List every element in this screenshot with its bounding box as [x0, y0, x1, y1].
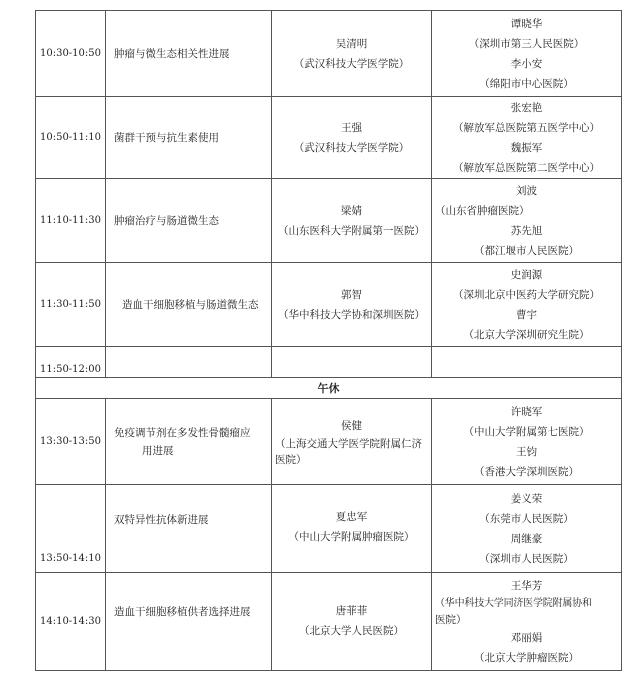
session-time-text: 13:50-14:10: [39, 553, 101, 564]
session-topic: [106, 263, 272, 347]
moderator-org: （都江堰市人民医院）: [474, 244, 579, 257]
session-time: [36, 485, 106, 573]
moderator-org: （深圳市人民医院）: [479, 552, 574, 565]
speaker-org: （中山大学附属肿瘤医院）: [288, 531, 415, 543]
moderator-org: 医院）: [435, 613, 467, 626]
speaker-name: 唐菲菲: [335, 605, 368, 617]
moderator-name: 曹宇: [516, 308, 537, 321]
session-time: 10:30-10:50: [36, 11, 106, 97]
empty-cell: [272, 347, 432, 378]
session-topic: [106, 573, 272, 671]
session-time: 14:10-14:30: [36, 573, 106, 671]
speaker-name: 侯健: [341, 419, 362, 432]
topic-line: 双特异性抗体新进展: [114, 514, 209, 526]
session-time: 10:50-11:10: [36, 97, 106, 179]
moderator-name: 姜义荣: [510, 492, 543, 505]
moderator-org: （北京大学肿瘤医院）: [474, 651, 579, 664]
table-row: [36, 399, 622, 485]
moderator-name: 苏先旭: [510, 224, 543, 237]
moderator-name: 谭晓华: [510, 17, 543, 30]
speaker-cell: [272, 263, 432, 347]
moderator-name: 张宏艳: [510, 101, 543, 114]
moderator-name: 史润源: [510, 268, 543, 281]
empty-cell: [432, 347, 622, 378]
topic-line: 肿瘤与微生态相关性进展: [114, 47, 230, 60]
speaker-cell: [272, 179, 432, 263]
session-time: 11:10-11:30: [36, 179, 106, 263]
moderator-org: （解放军总医院第五医学中心）: [453, 121, 600, 134]
table-row: [36, 179, 622, 263]
moderator-cell: [432, 97, 622, 179]
speaker-org: （武汉科技大学医学院）: [293, 57, 410, 70]
empty-cell: [106, 347, 272, 378]
moderator-org: （深圳北京中医药大学研究院）: [453, 288, 600, 301]
speaker-cell: [272, 97, 432, 179]
table-row: [36, 97, 622, 179]
speaker-org: 医院）: [275, 453, 307, 466]
topic-line: 造血干细胞移植供者选择进展: [114, 606, 251, 618]
table-row: [36, 378, 622, 399]
moderator-cell: [432, 179, 622, 263]
schedule-table: [35, 10, 622, 671]
speaker-cell: [272, 485, 432, 573]
moderator-cell: [432, 573, 622, 671]
moderator-name: 邓丽娟: [510, 631, 543, 644]
topic-line: 菌群干预与抗生素使用: [114, 131, 219, 144]
speaker-name: 夏忠军: [335, 511, 368, 523]
moderator-cell: [432, 11, 622, 97]
moderator-org: （山东省肿瘤医院）: [435, 204, 530, 217]
moderator-name: 王华芳: [510, 579, 543, 592]
moderator-cell: [432, 485, 622, 573]
moderator-name: 周继豪: [510, 532, 543, 545]
speaker-name: 吴清明: [335, 37, 368, 50]
moderator-org: （深圳市第三人民医院）: [468, 37, 585, 50]
session-topic: [106, 399, 272, 485]
moderator-name: 李小安: [510, 57, 543, 70]
speaker-org: （上海交通大学医学院附属仁济: [275, 437, 422, 450]
table-row: [36, 347, 622, 378]
topic-line: 用进展: [142, 444, 174, 457]
speaker-org: （山东医科大学附属第一医院）: [278, 224, 425, 237]
lunch-break-label: 午休: [36, 378, 622, 399]
topic-line: 造血干细胞移植与肠道微生态: [122, 298, 259, 311]
schedule-sheet: [35, 10, 621, 671]
moderator-cell: [432, 399, 622, 485]
session-time: 11:30-11:50: [36, 263, 106, 347]
session-time: 11:50-12:00: [36, 347, 106, 378]
session-topic: [106, 11, 272, 97]
moderator-org: （中山大学附属第七医院）: [463, 425, 590, 438]
speaker-cell: [272, 11, 432, 97]
session-topic: [106, 179, 272, 263]
moderator-name: 王钧: [516, 445, 537, 458]
table-row: [36, 485, 622, 573]
topic-line: 免疫调节剂在多发性骨髓瘤应: [114, 426, 251, 439]
speaker-name: 梁婧: [341, 204, 362, 217]
topic-line: 肿瘤治疗与肠道微生态: [114, 214, 219, 227]
moderator-cell: [432, 263, 622, 347]
speaker-org: （武汉科技大学医学院）: [293, 141, 410, 154]
session-time: 13:30-13:50: [36, 399, 106, 485]
speaker-org: （北京大学人民医院）: [299, 625, 404, 637]
moderator-org: （绵阳市中心医院）: [479, 77, 574, 90]
moderator-name: 魏振军: [510, 141, 543, 154]
session-topic: [106, 97, 272, 179]
moderator-name: 刘波: [516, 184, 537, 197]
moderator-org: （东莞市人民医院）: [479, 512, 574, 525]
moderator-name: 许晓军: [510, 405, 543, 418]
moderator-org: （华中科技大学同济医学院附属协和: [435, 597, 592, 609]
speaker-org: （华中科技大学协和深圳医院）: [278, 308, 425, 321]
session-topic: [106, 485, 272, 573]
moderator-org: （解放军总医院第二医学中心）: [453, 161, 600, 174]
moderator-org: （香港大学深圳医院）: [474, 465, 579, 478]
table-row: [36, 11, 622, 97]
speaker-cell: [272, 399, 432, 485]
speaker-name: 郭智: [341, 288, 362, 301]
table-row: [36, 573, 622, 671]
speaker-name: 王强: [341, 121, 362, 134]
table-row: [36, 263, 622, 347]
moderator-org: （北京大学深圳研究生院）: [463, 328, 590, 341]
speaker-cell: [272, 573, 432, 671]
